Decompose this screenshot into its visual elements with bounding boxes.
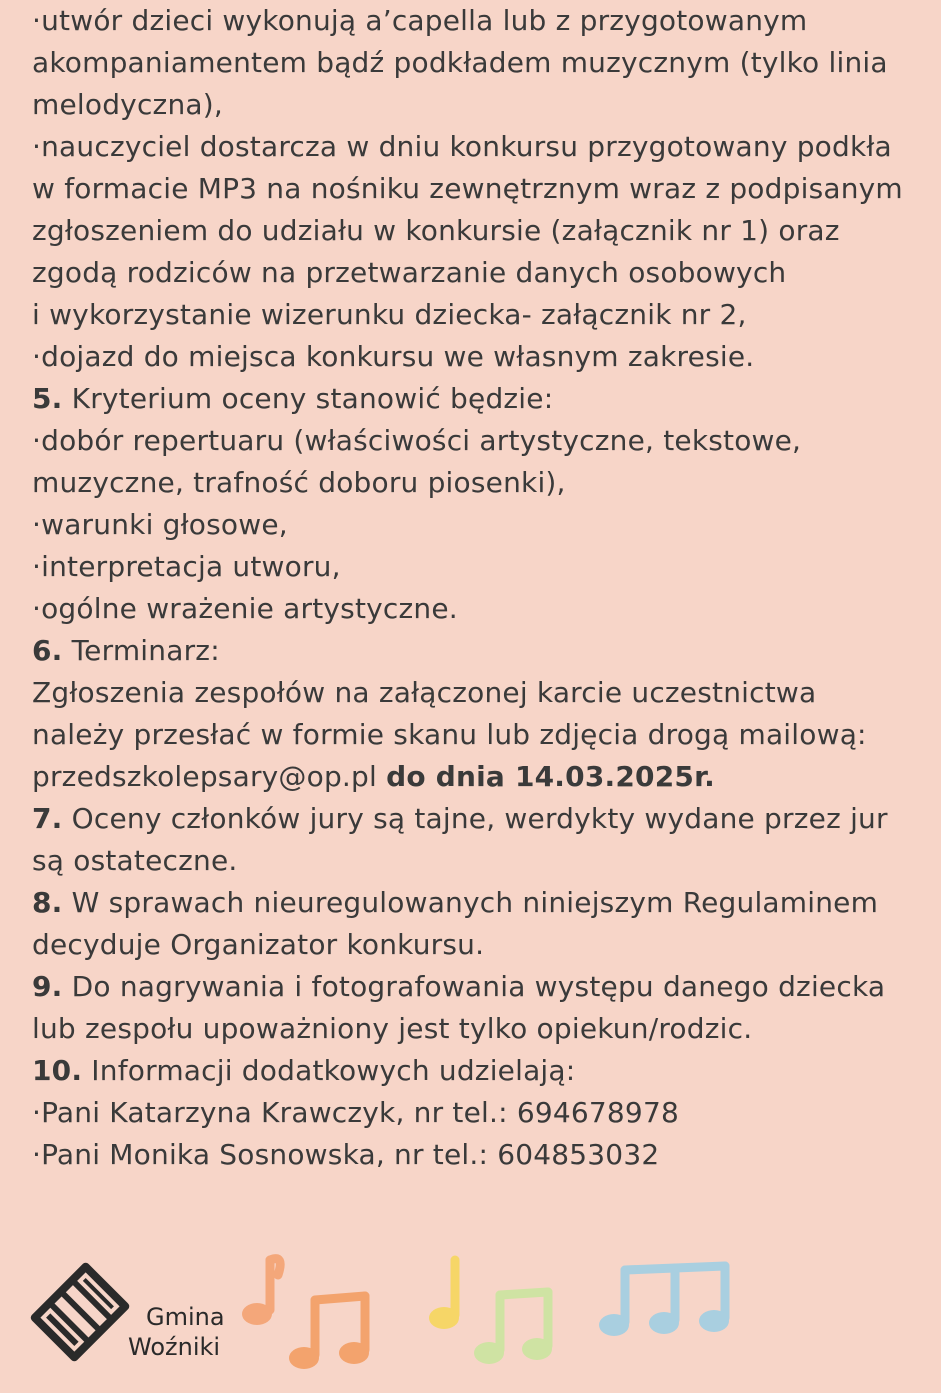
deadline-date: do dnia 14.03.2025r. xyxy=(386,760,715,793)
section-heading: 6. Terminarz: xyxy=(32,634,220,667)
text-line: melodyczna), xyxy=(32,88,223,121)
section-heading: 5. Kryterium oceny stanowić będzie: xyxy=(32,382,554,415)
text-line: ·ogólne wrażenie artystyczne. xyxy=(32,592,458,625)
logo-text: Gmina Woźniki xyxy=(128,1303,225,1361)
text-line: i wykorzystanie wizerunku dziecka- załącznik nr 2, xyxy=(32,298,747,331)
text-line: Zgłoszenia zespołów na załączonej karcie uczestnictwa xyxy=(32,676,817,709)
text-line xyxy=(32,756,715,798)
section-heading: 7. Oceny członków jury są tajne, werdykty wydane przez jur xyxy=(32,802,888,835)
email-address: przedszkolepsary@op.pl xyxy=(32,760,377,793)
section-heading: 8. W sprawach nieuregulowanych niniejszym Regulaminem xyxy=(32,886,879,919)
section-heading: 9. Do nagrywania i fotografowania występu danego dziecka xyxy=(32,970,886,1003)
music-notes-icon xyxy=(230,1230,790,1393)
text-line: ·dobór repertuaru (właściwości artystyczne, tekstowe, xyxy=(32,424,802,457)
text-line: ·interpretacja utworu, xyxy=(32,550,341,583)
footer xyxy=(0,1230,941,1393)
text-line: zgodą rodziców na przetwarzanie danych osobowych xyxy=(32,256,787,289)
gmina-logo-icon xyxy=(18,1250,143,1375)
text-line: ·nauczyciel dostarcza w dniu konkursu przygotowany podkła xyxy=(32,130,892,163)
text-line: ·utwór dzieci wykonują a’capella lub z przygotowanym xyxy=(32,4,808,37)
section-heading: 10. Informacji dodatkowych udzielają: xyxy=(32,1054,576,1087)
text-line: muzyczne, trafność doboru piosenki), xyxy=(32,466,566,499)
contact-line: ·Pani Katarzyna Krawczyk, nr tel.: 694678978 xyxy=(32,1096,679,1129)
text-line: decyduje Organizator konkursu. xyxy=(32,928,485,961)
contact-line: ·Pani Monika Sosnowska, nr tel.: 604853032 xyxy=(32,1138,660,1171)
text-line: należy przesłać w formie skanu lub zdjęcia drogą mailową: xyxy=(32,718,867,751)
text-line: są ostateczne. xyxy=(32,844,238,877)
text-line: lub zespołu upoważniony jest tylko opiekun/rodzic. xyxy=(32,1012,753,1045)
text-line: w formacie MP3 na nośniku zewnętrznym wraz z podpisanym xyxy=(32,172,903,205)
text-line: ·warunki głosowe, xyxy=(32,508,288,541)
text-line: zgłoszeniem do udziału w konkursie (załącznik nr 1) oraz xyxy=(32,214,840,247)
text-line: ·dojazd do miejsca konkursu we własnym zakresie. xyxy=(32,340,755,373)
text-line: akompaniamentem bądź podkładem muzycznym (tylko linia xyxy=(32,46,888,79)
